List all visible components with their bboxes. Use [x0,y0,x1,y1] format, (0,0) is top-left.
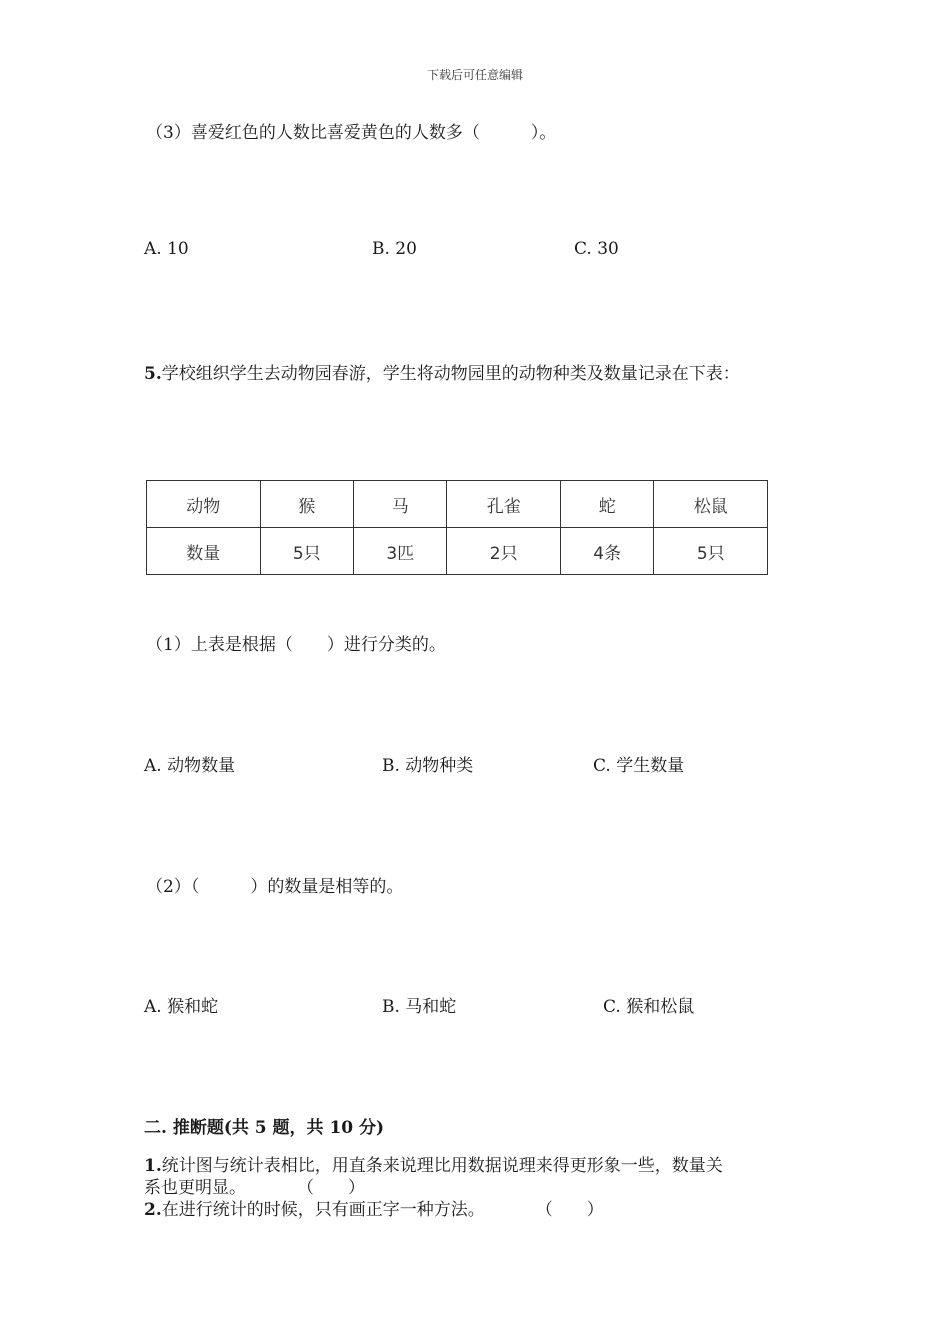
option-b[interactable]: B. 马和蛇 [382,997,457,1017]
table-row [147,481,768,528]
option-a[interactable]: A. 猴和蛇 [144,997,219,1017]
item-2-text: 在进行统计的时候，只有画正字一种方法。 （ ） [161,1200,604,1220]
table-cell: 蛇 [560,481,653,528]
table-header-cell: 动物 [147,481,261,528]
table-cell: 猴 [260,481,353,528]
option-c[interactable]: C. 学生数量 [593,756,685,776]
question-5-text [144,359,740,384]
judgment-item-2 [144,1199,604,1221]
option-b[interactable]: B. 动物种类 [382,756,474,776]
table-cell: 马 [353,481,446,528]
option-a[interactable]: A. 10 [144,239,189,259]
item-number: 1. [144,1156,162,1176]
option-a[interactable]: A. 动物数量 [144,756,236,776]
table-cell: 孔雀 [447,481,561,528]
table-cell: 松鼠 [654,481,768,528]
question-5-body: 学校组织学生去动物园春游，学生将动物园里的动物种类及数量记录在下表： [161,364,740,384]
table-cell: 2只 [447,528,561,575]
option-c[interactable]: C. 猴和松鼠 [603,997,695,1017]
question-5-1-text: （1）上表是根据（ ）进行分类的。 [146,635,446,655]
option-c[interactable]: C. 30 [574,239,619,259]
table-row [147,528,768,575]
page-header: 下载后可任意编辑 [426,68,523,82]
item-1-line-2: 系也更明显。 （ ） [144,1178,365,1198]
item-number: 2. [144,1200,162,1220]
section-title: 二. 推断题(共 5 题，共 10 分) [144,1118,385,1138]
judgment-item-1 [144,1155,723,1199]
table-header-cell: 数量 [147,528,261,575]
animal-table [146,480,768,575]
table-cell: 5只 [260,528,353,575]
question-5-2-text: （2）（ ）的数量是相等的。 [146,877,404,897]
table-cell: 3匹 [353,528,446,575]
question-4-3-text: （3）喜爱红色的人数比喜爱黄色的人数多（ ）。 [146,123,557,143]
table-cell: 4条 [560,528,653,575]
item-1-line-1 [144,1155,723,1177]
table-cell: 5只 [654,528,768,575]
item-1-text: 统计图与统计表相比，用直条来说理比用数据说理来得更形象一些，数量关 [161,1156,723,1176]
option-b[interactable]: B. 20 [372,239,417,259]
question-number: 5. [144,364,162,384]
